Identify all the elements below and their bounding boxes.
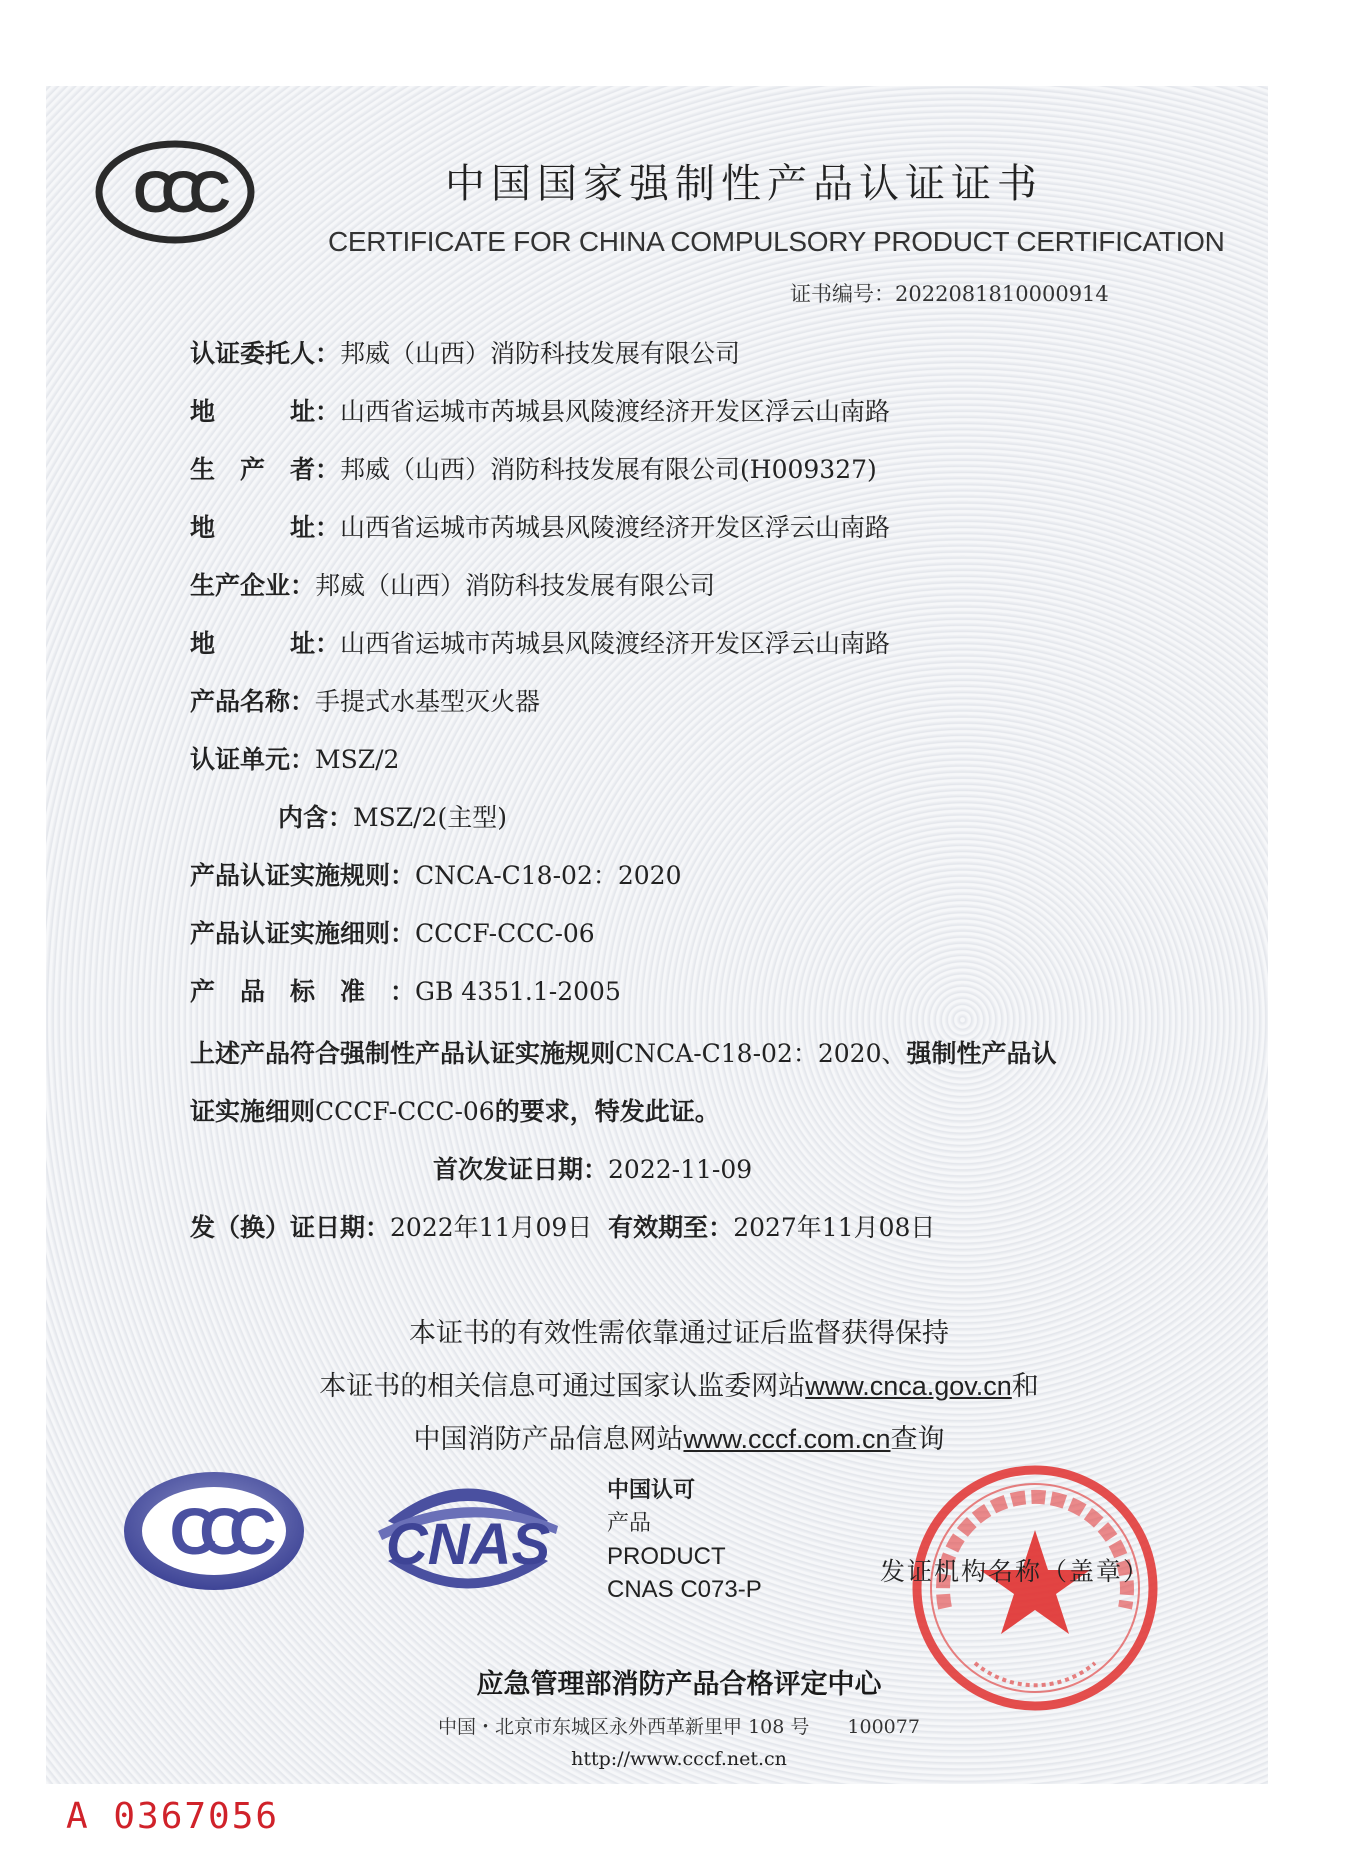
cert-no-label: 证书编号： bbox=[790, 282, 895, 306]
notice-line-1: 本证书的有效性需依靠通过证后监督获得保持 bbox=[409, 1318, 949, 1349]
field-label: 产品名称： bbox=[190, 687, 316, 716]
field-row bbox=[190, 856, 681, 892]
field-value: MSZ/2 bbox=[315, 745, 400, 774]
certificate-title-cn: 中国国家强制性产品认证证书 bbox=[445, 161, 1043, 207]
field-label: 地 址： bbox=[190, 629, 341, 658]
field-row bbox=[190, 508, 890, 544]
svg-text:CCC: CCC bbox=[133, 160, 217, 225]
field-label: 生 产 者： bbox=[190, 455, 341, 484]
field-label: 内含： bbox=[278, 803, 354, 832]
field-value: 山西省运城市芮城县风陵渡经济开发区浮云山南路 bbox=[340, 397, 891, 426]
field-label: 地 址： bbox=[190, 397, 341, 426]
statement-line-1: 上述产品符合强制性产品认证实施规则CNCA-C18-02：2020、强制性产品认 bbox=[190, 1039, 1057, 1068]
field-label: 产品认证实施细则： bbox=[190, 919, 416, 948]
cnca-link[interactable]: www.cnca.gov.cn bbox=[805, 1371, 1012, 1401]
field-value: 手提式水基型灭火器 bbox=[315, 687, 541, 716]
field-row bbox=[190, 682, 540, 718]
svg-text:CCC: CCC bbox=[169, 1494, 259, 1568]
seal-label: 发证机构名称（盖章） bbox=[880, 1557, 1151, 1586]
field-value: 邦威（山西）消防科技发展有限公司(H009327) bbox=[340, 455, 877, 484]
field-value: MSZ/2(主型) bbox=[353, 803, 507, 832]
field-row bbox=[190, 334, 740, 370]
field-row bbox=[278, 798, 507, 834]
field-row bbox=[190, 566, 715, 602]
field-label: 产 品 标 准 ： bbox=[190, 977, 416, 1006]
issue-validity-dates: 发（换）证日期：2022年11月09日 有效期至：2027年11月08日 bbox=[190, 1213, 936, 1242]
field-label: 生产企业： bbox=[190, 571, 316, 600]
field-value: CNCA-C18-02：2020 bbox=[415, 861, 682, 890]
field-label: 产品认证实施规则： bbox=[190, 861, 416, 890]
cert-no-value: 2022081810000914 bbox=[895, 282, 1109, 306]
field-row bbox=[190, 972, 621, 1008]
cnas-accreditation-text: 中国认可 产品 PRODUCT CNAS C073-P bbox=[607, 1478, 762, 1603]
field-label: 地 址： bbox=[190, 513, 341, 542]
first-issue-date: 首次发证日期：2022-11-09 bbox=[433, 1155, 753, 1184]
statement-line-2: 证实施细则CCCF-CCC-06的要求，特发此证。 bbox=[190, 1097, 720, 1126]
notice-line-3: 中国消防产品信息网站www.cccf.com.cn查询 bbox=[413, 1424, 945, 1455]
svg-text:CNAS: CNAS bbox=[385, 1512, 551, 1577]
field-row bbox=[190, 392, 890, 428]
field-row bbox=[190, 914, 595, 950]
certificate-number bbox=[790, 278, 1109, 308]
organization-address: 中国・北京市东城区永外西革新里甲 108 号 100077 bbox=[438, 1716, 920, 1738]
field-row bbox=[190, 740, 399, 776]
issuing-organization: 应急管理部消防产品合格评定中心 bbox=[476, 1669, 882, 1700]
field-row bbox=[190, 624, 890, 660]
field-value: 邦威（山西）消防科技发展有限公司 bbox=[315, 571, 716, 600]
field-label: 认证委托人： bbox=[190, 339, 341, 368]
ccc-logo-bottom bbox=[122, 1470, 306, 1592]
field-value: CCCF-CCC-06 bbox=[415, 919, 595, 948]
notice-line-2: 本证书的相关信息可通过国家认监委网站www.cnca.gov.cn和 bbox=[319, 1371, 1039, 1402]
cccf-link[interactable]: www.cccf.com.cn bbox=[683, 1424, 891, 1454]
field-value: GB 4351.1-2005 bbox=[415, 977, 621, 1006]
field-row bbox=[190, 450, 877, 486]
field-value: 邦威（山西）消防科技发展有限公司 bbox=[340, 339, 741, 368]
certificate-title-en: CERTIFICATE FOR CHINA COMPULSORY PRODUCT CERTIFICATION bbox=[328, 226, 1225, 257]
field-value: 山西省运城市芮城县风陵渡经济开发区浮云山南路 bbox=[340, 629, 891, 658]
field-label: 认证单元： bbox=[190, 745, 316, 774]
serial-number: A 0367056 bbox=[66, 1796, 280, 1837]
field-value: 山西省运城市芮城县风陵渡经济开发区浮云山南路 bbox=[340, 513, 891, 542]
cnas-logo bbox=[368, 1466, 568, 1606]
organization-website[interactable]: http://www.cccf.net.cn bbox=[571, 1748, 787, 1770]
